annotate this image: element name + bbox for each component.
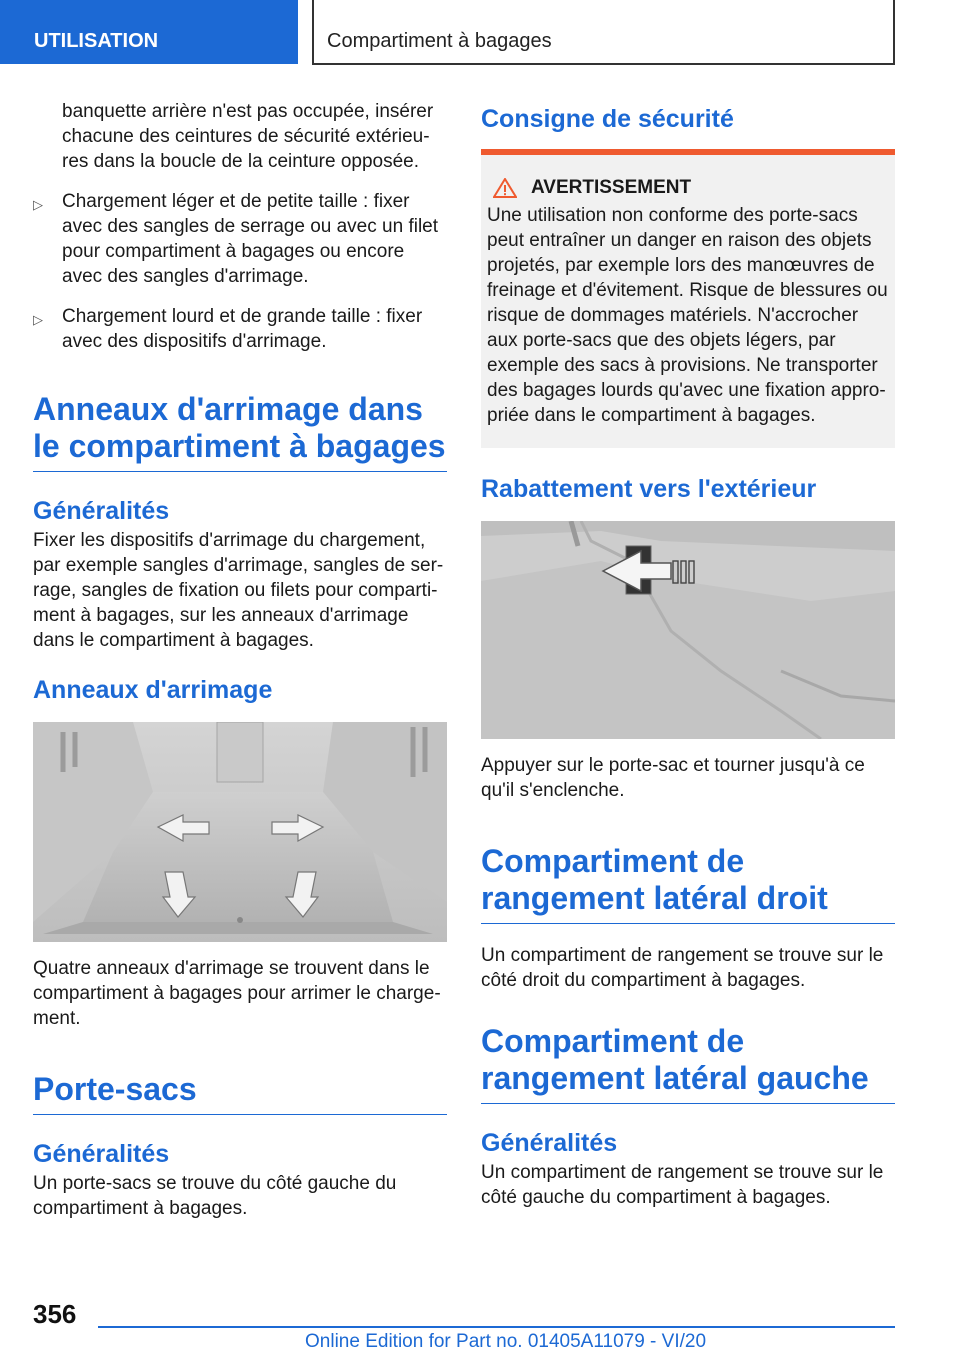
warning-text: Une utilisation non conforme des porte-sacs peut entraîner un danger en raison des objets projetés, par exemple lors des manœuvres de freinage et d'évitement. Risque de blessures ou risque de dommages matériels. N'accrocher aux porte-sacs que des objets légers, par exemple des sacs à provisions. Ne transporter des bagages lourds qu'avec une fixation appropriée dans le compartiment à bagages. [487, 205, 888, 426]
footer-divider [98, 1326, 895, 1328]
heading-rangement-droit: Compartiment de rangement latéral droit [481, 843, 895, 924]
chapter-header [312, 0, 895, 65]
warning-box [481, 149, 895, 448]
bag-hook-image [481, 521, 895, 739]
rabattement-caption: Appuyer sur le porte-sac et tourner jusqu'à ce qu'il s'enclenche. [481, 755, 865, 801]
bag-hook-illustration [481, 521, 895, 739]
generalites-text: Fixer les dispositifs d'arrimage du chargement, par exemple sangles d'arrimage, sangles de serrage, sangles de fixation ou filets pour compartiment à bagages, sur les anneaux d'arrimage dans le compartiment à bagages. [33, 530, 444, 651]
anneaux-caption: Quatre anneaux d'arrimage se trouvent dans le compartiment à bagages pour arrimer le chargement. [33, 958, 441, 1029]
subheading-generalites: Généralités [481, 1129, 618, 1157]
warning-title: AVERTISSEMENT [531, 177, 692, 198]
bullet-triangle-icon: ▷ [33, 312, 43, 327]
trunk-illustration [33, 722, 447, 942]
edition-text: Online Edition for Part no. 01405A11079 - VI/20 [305, 1331, 707, 1352]
bullet-triangle-icon: ▷ [33, 197, 43, 212]
heading-porte-sacs: Porte-sacs [33, 1071, 447, 1115]
bullet-item: ▷ Chargement lourd et de grande taille : fixer avec des dispositifs d'arrimage. [33, 306, 423, 352]
heading-consigne: Consigne de sécurité [481, 105, 734, 133]
chapter-title: Compartiment à bagages [327, 30, 552, 52]
warning-triangle-icon [493, 178, 517, 198]
heading-rangement-gauche: Compartiment de rangement latéral gauche [481, 1023, 895, 1104]
right-column [481, 99, 895, 1210]
intro-text: banquette arrière n'est pas occupée, insérer chacune des ceintures de sécurité extérieures dans la boucle de la ceinture opposée. [62, 101, 434, 172]
left-column [33, 99, 447, 1221]
section-title: UTILISATION [34, 30, 159, 52]
bullet-item: ▷ Chargement léger et de petite taille : fixer avec des sangles de serrage ou avec un filet pour compartiment à bagages ou encore avec des sangles d'arrimage. [33, 191, 439, 287]
trunk-tie-down-image [33, 722, 447, 942]
warning-title-row [493, 177, 889, 199]
rangement-gauche-text: Un compartiment de rangement se trouve sur le côté gauche du compartiment à bagages. [481, 1162, 884, 1208]
heading-anneaux-compartiment: Anneaux d'arrimage dans le compartiment à bagages [33, 391, 447, 472]
heading-rabattement: Rabattement vers l'extérieur [481, 475, 817, 503]
subheading-anneaux: Anneaux d'arrimage [33, 676, 273, 704]
subheading-generalites: Généralités [33, 1140, 170, 1168]
porte-sacs-text: Un porte-sacs se trouve du côté gauche du compartiment à bagages. [33, 1173, 397, 1219]
page-number: 356 [33, 1299, 77, 1329]
subheading-generalites: Généralités [33, 497, 170, 525]
section-tab [0, 0, 298, 64]
rangement-droit-text: Un compartiment de rangement se trouve sur le côté droit du compartiment à bagages. [481, 945, 884, 991]
